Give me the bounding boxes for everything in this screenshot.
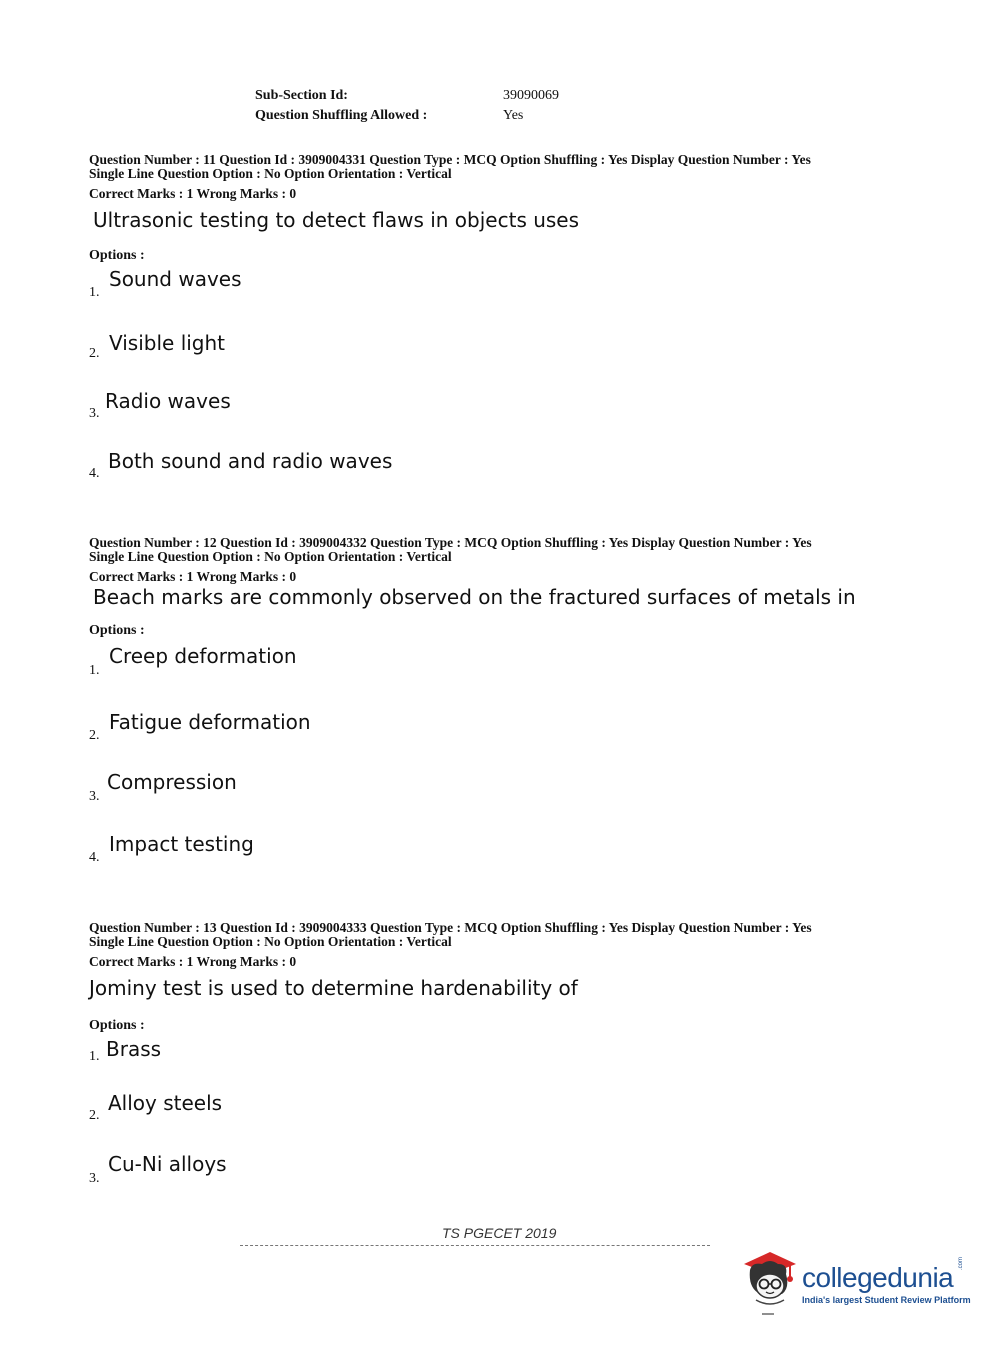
logo-tagline: India's largest Student Review Platform — [802, 1295, 971, 1305]
option-text: Cu-Ni alloys — [108, 1152, 227, 1176]
sub-section-label: Sub-Section Id: — [255, 88, 348, 103]
question-meta-line: Single Line Question Option : No Option Orientation : Vertical — [89, 549, 452, 564]
option-number: 3. — [89, 406, 100, 421]
sub-section-value: 39090069 — [503, 88, 559, 103]
option-text: Compression — [107, 770, 237, 794]
option-number: 4. — [89, 850, 100, 865]
option-text: Brass — [106, 1037, 162, 1061]
question-text: Jominy test is used to determine hardenability of — [89, 976, 578, 1000]
option-text: Alloy steels — [108, 1091, 223, 1115]
option-text: Radio waves — [105, 389, 231, 413]
question-marks: Correct Marks : 1 Wrong Marks : 0 — [89, 569, 297, 584]
option-text: Fatigue deformation — [109, 710, 311, 734]
option-text: Impact testing — [109, 832, 254, 856]
footer-divider — [240, 1245, 710, 1246]
options-label: Options : — [89, 1018, 145, 1033]
logo-wordmark: collegedunia — [802, 1262, 954, 1293]
options-label: Options : — [89, 623, 145, 638]
option-number: 2. — [89, 346, 100, 361]
option-number: 1. — [89, 285, 100, 300]
option-number: 2. — [89, 1108, 100, 1123]
option-text: Visible light — [109, 331, 226, 355]
option-text: Both sound and radio waves — [108, 449, 393, 473]
collegedunia-logo — [740, 1248, 975, 1318]
question-meta-line: Question Number : 11 Question Id : 3909004331 Question Type : MCQ Option Shuffling : Yes Display Question Number : Yes — [89, 152, 811, 167]
question-meta-line: Question Number : 12 Question Id : 3909004332 Question Type : MCQ Option Shuffling : Yes Display Question Number : Yes — [89, 535, 812, 550]
footer-exam-name: TS PGECET 2019 — [442, 1225, 557, 1241]
option-number: 1. — [89, 663, 100, 678]
shuffling-value: Yes — [503, 108, 524, 123]
question-marks: Correct Marks : 1 Wrong Marks : 0 — [89, 954, 297, 969]
question-marks: Correct Marks : 1 Wrong Marks : 0 — [89, 186, 297, 201]
shuffling-label: Question Shuffling Allowed : — [255, 108, 428, 123]
option-number: 3. — [89, 789, 100, 804]
options-label: Options : — [89, 248, 145, 263]
option-number: 1. — [89, 1049, 100, 1064]
question-meta-line: Single Line Question Option : No Option Orientation : Vertical — [89, 934, 452, 949]
option-text: Creep deformation — [109, 644, 297, 668]
option-number: 4. — [89, 466, 100, 481]
logo-domain-suffix: .com — [958, 1256, 964, 1270]
question-meta-line: Question Number : 13 Question Id : 3909004333 Question Type : MCQ Option Shuffling : Yes Display Question Number : Yes — [89, 920, 812, 935]
option-number: 3. — [89, 1171, 100, 1186]
question-text: Beach marks are commonly observed on the fractured surfaces of metals in — [93, 585, 856, 609]
option-text: Sound waves — [109, 267, 242, 291]
graduate-mascot-icon — [740, 1248, 800, 1316]
question-text: Ultrasonic testing to detect flaws in objects uses — [93, 208, 580, 232]
option-number: 2. — [89, 728, 100, 743]
question-meta-line: Single Line Question Option : No Option Orientation : Vertical — [89, 166, 452, 181]
